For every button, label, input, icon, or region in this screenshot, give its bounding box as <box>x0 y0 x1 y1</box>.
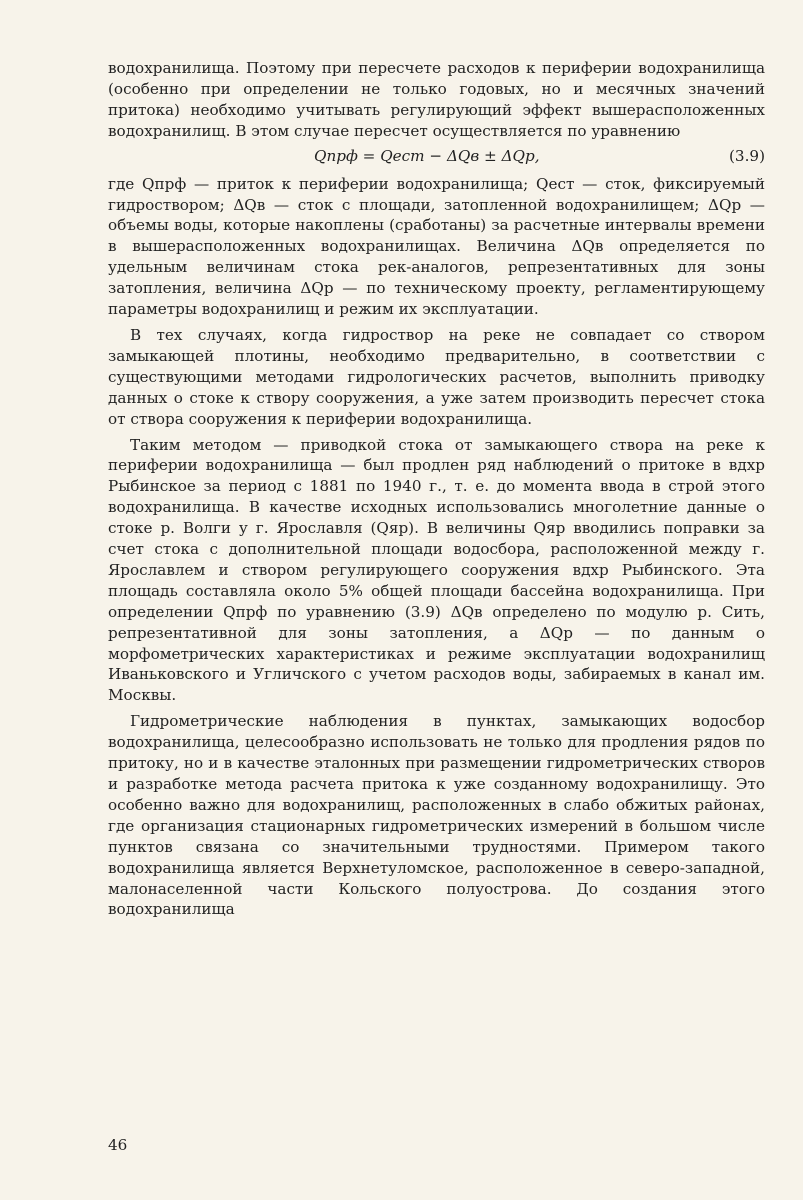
paragraph-2: где Qпрф — приток к периферии водохранилища; Qест — сток, фиксируемый гидроствором; ΔQв — сток с площади, затопленной водохранилищем; ΔQр — объемы воды, которые накоплены (сработаны) за расчетные интервалы времени в вышерасположенных водохранилищах. Величина ΔQв определяется по удельным величинам стока рек-аналогов, репрезентативных для зоны затопления, величина ΔQр — по техническому проекту, регламентирующему параметры водохранилищ и режим их эксплуатации. <box>108 174 765 319</box>
paragraph-4: Таким методом — приводкой стока от замыкающего створа на реке к периферии водохранилища — был продлен ряд наблюдений о притоке в вдхр Рыбинское за период с 1881 по 1940 г., т. е. до момента ввода в строй этого водохранилища. В качестве исходных использовались многолетние данные о стоке р. Волги у г. Ярославля (Qяр). В величины Qяр вводились поправки за счет стока с дополнительной площади водосбора, расположенной между г. Ярославлем и створом регулирующего сооружения вдхр Рыбинского. Эта площадь составляла около 5% общей площади бассейна водохранилища. При определении Qпрф по уравнению (3.9) ΔQв определено по модулю р. Сить, репрезентативной для зоны затопления, а ΔQр — по данным о морфометрических характеристиках и режиме эксплуатации водохранилищ Иваньковского и Угличского с учетом расходов воды, забираемых в канал им. Москвы. <box>108 435 765 705</box>
paragraph-1: водохранилища. Поэтому при пересчете расходов к периферии водохранилища (особенно при определении не только годовых, но и месячных значений притока) необходимо учитывать регулирующий эффект вышерасположенных водохранилищ. В этом случае пересчет осуществляется по уравнению <box>108 59 765 140</box>
equation-number: (3.9) <box>728 146 765 165</box>
paragraph-5: Гидрометрические наблюдения в пунктах, замыкающих водосбор водохранилища, целесообразно использовать не только для продления рядов по притоку, но и в качестве эталонных при размещении гидрометрических створов и разработке метода расчета притока к уже созданному водохранилищу. Это особенно важно для водохранилищ, расположенных в слабо обжитых районах, где организация стационарных гидрометрических измерений в большом числе пунктов связана со значительными трудностями. Примером такого водохранилища является Верхнетуломское, расположенное в северо-западной, малонаселенной части Кольского полуострова. До создания этого водохранилища <box>108 712 765 919</box>
paragraph-3: В тех случаях, когда гидроствор на реке не совпадает со створом замыкающей плотины, необходимо предварительно, в соответствии с существующими методами гидрологических расчетов, выполнить приводку данных о стоке к створу сооружения, а уже затем производить пересчет стока от створа сооружения к периферии водохранилища. <box>108 325 765 428</box>
equation-3-9 <box>108 143 765 173</box>
equation-formula: Qпрф = Qест − ΔQв ± ΔQр, <box>314 146 540 165</box>
body-text <box>108 58 765 920</box>
page-number: 46 <box>108 1136 128 1154</box>
